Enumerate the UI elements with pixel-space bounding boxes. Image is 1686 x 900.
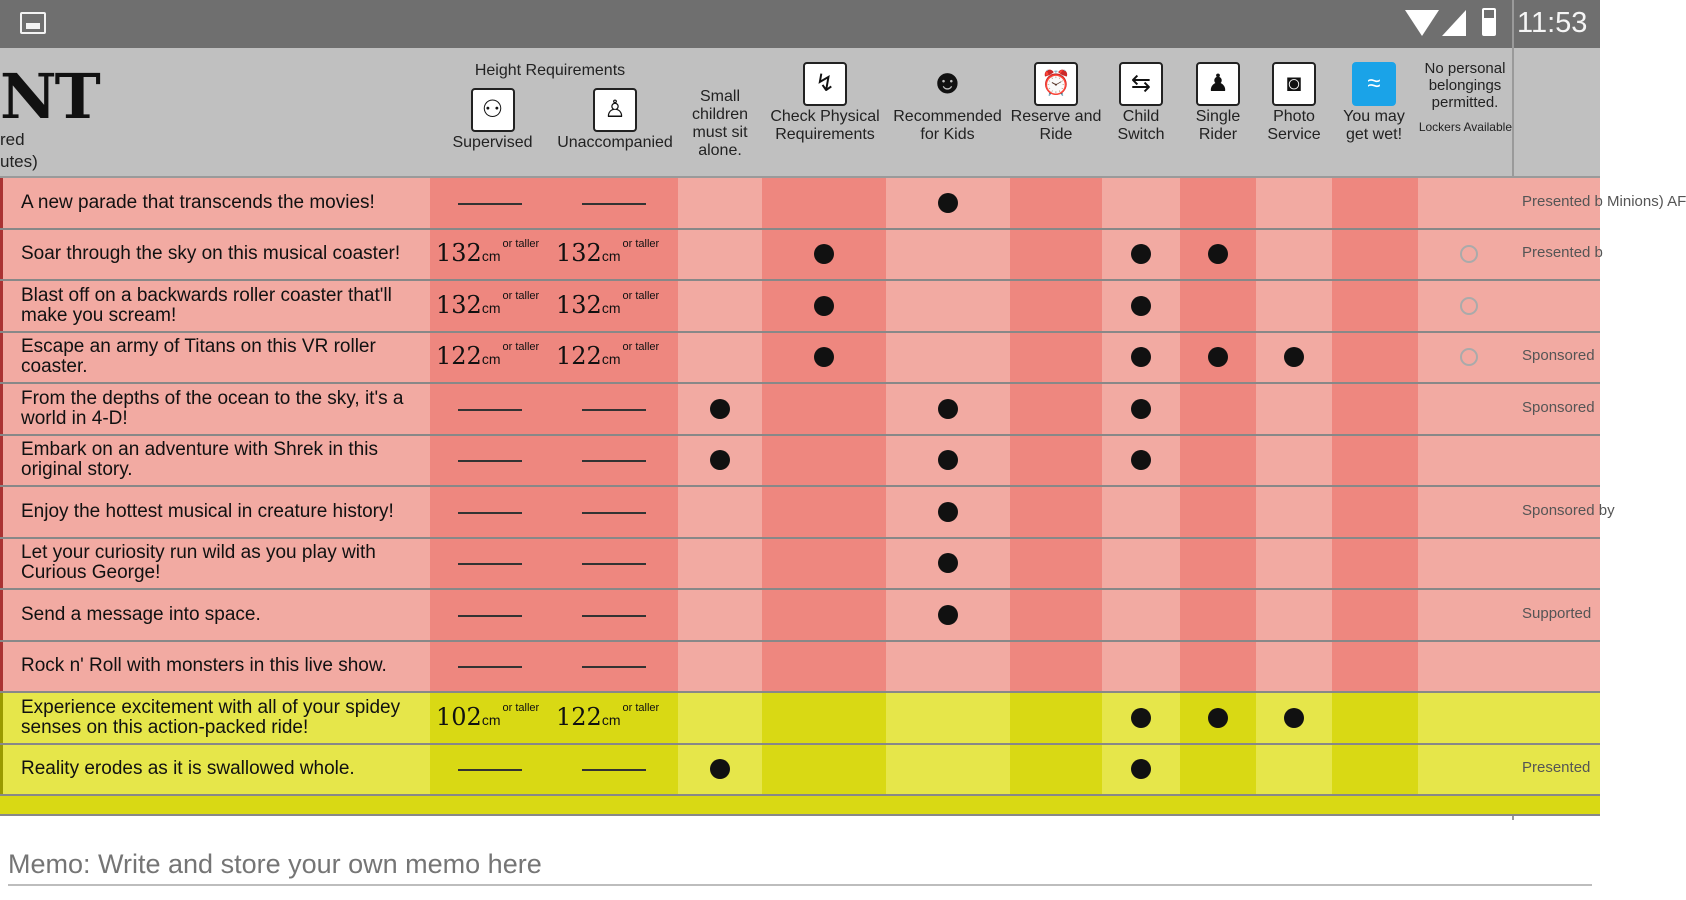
cell-sup <box>430 539 550 589</box>
feature-dot <box>1131 759 1151 779</box>
no-requirement-dash <box>458 512 522 514</box>
camera-icon: ◙ <box>1272 62 1316 106</box>
cell-single <box>1180 745 1256 795</box>
col-small-children-label: Small children must sit alone. <box>691 88 749 159</box>
image-icon <box>20 12 46 34</box>
physical-requirements-icon: ↯ <box>803 62 847 106</box>
height-value <box>436 289 540 319</box>
cell-wet <box>1332 436 1418 486</box>
height-number: 102 <box>436 702 482 731</box>
cell-cswitch <box>1102 230 1180 280</box>
cell-check <box>762 745 886 795</box>
wifi-icon <box>1405 10 1439 36</box>
cell-photo <box>1256 590 1332 640</box>
cell-sup <box>430 281 550 331</box>
cell-check <box>762 642 886 692</box>
height-unit: cm <box>601 248 621 265</box>
feature-dot <box>1284 708 1304 728</box>
locker-ring-icon <box>1460 348 1478 366</box>
cell-kids <box>886 590 1010 640</box>
height-unit: cm <box>481 248 501 265</box>
supervised-icon: ⚇ <box>471 88 515 132</box>
table-row[interactable] <box>0 539 1600 591</box>
cell-sup <box>430 178 550 228</box>
cell-wet <box>1332 487 1418 537</box>
cell-wet <box>1332 642 1418 692</box>
table-header <box>0 48 1600 178</box>
cell-single <box>1180 539 1256 589</box>
cell-unacc <box>550 745 678 795</box>
or-taller-label: or taller <box>502 341 540 354</box>
cell-reserve <box>1010 178 1102 228</box>
feature-dot <box>938 399 958 419</box>
cell-kids <box>886 539 1010 589</box>
no-requirement-dash <box>582 512 646 514</box>
cell-single <box>1180 693 1256 743</box>
cell-kids <box>886 745 1010 795</box>
table-row-partial <box>0 796 1600 816</box>
feature-dot <box>938 553 958 573</box>
page-title: NT <box>0 60 99 133</box>
no-requirement-dash <box>582 769 646 771</box>
sponsor-note: Presented <box>1522 759 1591 777</box>
cell-kids <box>886 436 1010 486</box>
col-recommended-kids <box>885 62 1010 144</box>
cell-unacc <box>550 590 678 640</box>
cell-note <box>1512 642 1600 692</box>
table-row[interactable] <box>0 333 1600 385</box>
memo-bar <box>0 820 1600 900</box>
cell-cswitch <box>1102 384 1180 434</box>
cell-cswitch <box>1102 590 1180 640</box>
col-child-switch <box>1102 62 1180 144</box>
cell-unacc <box>550 178 678 228</box>
locker-ring-icon <box>1460 245 1478 263</box>
cell-single <box>1180 384 1256 434</box>
col-supervised <box>430 88 555 152</box>
cell-photo <box>1256 178 1332 228</box>
or-taller-label: or taller <box>622 289 660 302</box>
feature-dot <box>814 296 834 316</box>
height-unit: cm <box>601 351 621 368</box>
sponsor-note: Presented b <box>1522 244 1603 262</box>
cell-reserve <box>1010 384 1102 434</box>
feature-dot <box>1208 244 1228 264</box>
table-row[interactable] <box>0 281 1600 333</box>
cell-locker <box>1418 539 1512 589</box>
cell-small <box>678 178 762 228</box>
feature-dot <box>710 450 730 470</box>
table-row[interactable] <box>0 487 1615 539</box>
cell-reserve <box>1010 333 1102 383</box>
cell-unacc <box>550 693 678 743</box>
height-number: 132 <box>436 290 482 319</box>
col-recommended-kids-label: Recommended for Kids <box>893 108 1002 143</box>
cell-single <box>1180 333 1256 383</box>
feature-dot <box>1208 708 1228 728</box>
height-number: 122 <box>556 702 602 731</box>
height-value <box>436 341 540 371</box>
cell-cswitch <box>1102 693 1180 743</box>
cell-check <box>762 281 886 331</box>
no-requirement-dash <box>582 409 646 411</box>
cell-small <box>678 333 762 383</box>
cell-photo <box>1256 333 1332 383</box>
height-unit: cm <box>601 299 621 316</box>
col-single-rider <box>1180 62 1256 144</box>
cell-small <box>678 230 762 280</box>
table-row[interactable] <box>0 230 1603 282</box>
cell-reserve <box>1010 230 1102 280</box>
cell-unacc <box>550 230 678 280</box>
cell-single <box>1180 642 1256 692</box>
clock-time: 11:53 <box>1517 7 1588 39</box>
col-reserve-ride <box>1010 62 1102 144</box>
or-taller-label: or taller <box>622 701 660 714</box>
cell-reserve <box>1010 693 1102 743</box>
col-no-belongings-label: No personal belongings permitted. <box>1424 60 1506 111</box>
battery-icon <box>1482 8 1496 36</box>
col-check-physical-label: Check Physical Requirements <box>770 108 880 143</box>
cell-wet <box>1332 745 1418 795</box>
cell-reserve <box>1010 745 1102 795</box>
cell-small <box>678 642 762 692</box>
cell-single <box>1180 178 1256 228</box>
cell-wet <box>1332 333 1418 383</box>
cell-locker <box>1418 281 1512 331</box>
or-taller-label: or taller <box>502 701 540 714</box>
cell-sup <box>430 333 550 383</box>
no-requirement-dash <box>582 615 646 617</box>
cell-check <box>762 539 886 589</box>
cell-small <box>678 745 762 795</box>
cell-unacc <box>550 281 678 331</box>
cell-photo <box>1256 539 1332 589</box>
cell-sup <box>430 590 550 640</box>
no-requirement-dash <box>458 769 522 771</box>
cell-small <box>678 693 762 743</box>
feature-dot <box>1131 399 1151 419</box>
or-taller-label: or taller <box>622 238 660 251</box>
cell-cswitch <box>1102 745 1180 795</box>
cell-unacc <box>550 539 678 589</box>
no-requirement-dash <box>458 666 522 668</box>
cell-wet <box>1332 281 1418 331</box>
cell-small <box>678 281 762 331</box>
height-requirements-title: Height Requirements <box>474 62 626 79</box>
table-row[interactable] <box>0 642 1600 694</box>
row-description: Enjoy the hottest musical in creature history! <box>0 487 430 537</box>
col-get-wet-label: You may get wet! <box>1343 108 1405 143</box>
cell-kids <box>886 487 1010 537</box>
cell-sup <box>430 487 550 537</box>
row-description: Soar through the sky on this musical coaster! <box>0 230 430 280</box>
cell-unacc <box>550 642 678 692</box>
table-row[interactable] <box>0 384 1600 436</box>
locker-ring-icon <box>1460 297 1478 315</box>
cell-note <box>1512 539 1600 589</box>
col-reserve-ride-label: Reserve and Ride <box>1010 108 1102 143</box>
cell-kids <box>886 178 1010 228</box>
cell-wet <box>1332 590 1418 640</box>
height-unit: cm <box>601 711 621 728</box>
height-value <box>436 701 540 731</box>
no-requirement-dash <box>582 460 646 462</box>
row-description: Experience excitement with all of your spidey senses on this action-packed ride! <box>0 693 430 743</box>
feature-dot <box>1208 347 1228 367</box>
cell-locker <box>1418 745 1512 795</box>
or-taller-label: or taller <box>502 238 540 251</box>
cell-cswitch <box>1102 333 1180 383</box>
height-number: 122 <box>556 342 602 371</box>
sponsor-note: Supported <box>1522 604 1592 622</box>
height-unit: cm <box>481 351 501 368</box>
row-description: A new parade that transcends the movies! <box>0 178 430 228</box>
cell-cswitch <box>1102 281 1180 331</box>
alarm-clock-icon: ⏰ <box>1034 62 1078 106</box>
cell-locker <box>1418 230 1512 280</box>
cell-small <box>678 590 762 640</box>
cell-photo <box>1256 642 1332 692</box>
no-requirement-dash <box>458 563 522 565</box>
height-value <box>556 238 660 268</box>
cell-cswitch <box>1102 539 1180 589</box>
cell-sup <box>430 436 550 486</box>
cell-reserve <box>1010 487 1102 537</box>
cell-check <box>762 384 886 434</box>
no-requirement-dash <box>458 203 522 205</box>
cell-cswitch <box>1102 436 1180 486</box>
feature-dot <box>814 347 834 367</box>
feature-dot <box>1131 708 1151 728</box>
cell-kids <box>886 384 1010 434</box>
no-requirement-dash <box>582 203 646 205</box>
sponsor-note: Presented b Minions) AF <box>1522 192 1686 210</box>
cell-sup <box>430 384 550 434</box>
cell-single <box>1180 487 1256 537</box>
cell-photo <box>1256 745 1332 795</box>
cell-photo <box>1256 487 1332 537</box>
cell-small <box>678 436 762 486</box>
cell-small <box>678 487 762 537</box>
cell-cswitch <box>1102 642 1180 692</box>
cell-check <box>762 487 886 537</box>
cell-note <box>1512 281 1600 331</box>
feature-dot <box>814 244 834 264</box>
cell-cswitch <box>1102 178 1180 228</box>
cell-locker <box>1418 590 1512 640</box>
height-value <box>556 341 660 371</box>
feature-dot <box>1284 347 1304 367</box>
cell-note <box>1512 436 1600 486</box>
height-unit: cm <box>481 711 501 728</box>
height-value <box>556 289 660 319</box>
cell-small <box>678 539 762 589</box>
lockers-available-label: Lockers Available <box>1418 120 1512 134</box>
feature-dot <box>938 605 958 625</box>
row-description: Escape an army of Titans on this VR roller coaster. <box>0 333 430 383</box>
cell-check <box>762 230 886 280</box>
col-no-belongings <box>1418 60 1512 134</box>
sponsor-note: Sponsored by <box>1522 501 1615 519</box>
table-row[interactable] <box>0 436 1600 488</box>
cell-wet <box>1332 230 1418 280</box>
table-row[interactable] <box>0 590 1600 642</box>
height-number: 132 <box>436 239 482 268</box>
single-rider-icon: ♟ <box>1196 62 1240 106</box>
cell-check <box>762 693 886 743</box>
cell-kids <box>886 281 1010 331</box>
splash-icon: ≈ <box>1352 62 1396 106</box>
row-description: Embark on an adventure with Shrek in this original story. <box>0 436 430 486</box>
row-description: Reality erodes as it is swallowed whole. <box>0 745 430 795</box>
cell-check <box>762 436 886 486</box>
unaccompanied-icon: ♙ <box>593 88 637 132</box>
col-unaccompanied <box>550 88 680 152</box>
status-bar <box>0 0 1600 48</box>
feature-dot <box>938 193 958 213</box>
height-value <box>556 701 660 731</box>
cell-check <box>762 333 886 383</box>
cell-sup <box>430 642 550 692</box>
cell-reserve <box>1010 539 1102 589</box>
cell-photo <box>1256 693 1332 743</box>
feature-dot <box>1131 244 1151 264</box>
table-row[interactable] <box>0 178 1686 230</box>
cell-single <box>1180 230 1256 280</box>
cell-single <box>1180 436 1256 486</box>
cell-sup <box>430 693 550 743</box>
cell-locker <box>1418 487 1512 537</box>
cell-kids <box>886 642 1010 692</box>
cell-photo <box>1256 436 1332 486</box>
cell-single <box>1180 281 1256 331</box>
row-description: Rock n' Roll with monsters in this live show. <box>0 642 430 692</box>
col-child-switch-label: Child Switch <box>1117 108 1165 143</box>
child-switch-icon: ⇆ <box>1119 62 1163 106</box>
feature-dot <box>1131 450 1151 470</box>
cell-wet <box>1332 693 1418 743</box>
subtitle-line2: utes) <box>0 152 38 171</box>
height-number: 132 <box>556 239 602 268</box>
feature-dot <box>710 399 730 419</box>
feature-dot <box>710 759 730 779</box>
cell-unacc <box>550 487 678 537</box>
cell-wet <box>1332 384 1418 434</box>
no-requirement-dash <box>458 460 522 462</box>
sponsor-note: Sponsored <box>1522 347 1595 365</box>
cell-unacc <box>550 333 678 383</box>
col-check-physical <box>765 62 885 144</box>
cell-reserve <box>1010 281 1102 331</box>
col-supervised-label: Supervised <box>452 134 533 151</box>
cell-photo <box>1256 230 1332 280</box>
height-number: 132 <box>556 290 602 319</box>
col-get-wet <box>1332 62 1416 144</box>
height-unit: cm <box>481 299 501 316</box>
row-description: Blast off on a backwards roller coaster that'll make you scream! <box>0 281 430 331</box>
no-requirement-dash <box>458 409 522 411</box>
cell-reserve <box>1010 436 1102 486</box>
height-number: 122 <box>436 342 482 371</box>
row-description: Let your curiosity run wild as you play with Curious George! <box>0 539 430 589</box>
cell-sup <box>430 745 550 795</box>
sponsor-note: Sponsored <box>1522 398 1595 416</box>
cell-reserve <box>1010 642 1102 692</box>
row-description: From the depths of the ocean to the sky, it's a world in 4-D! <box>0 384 430 434</box>
cell-locker <box>1418 642 1512 692</box>
cell-locker <box>1418 384 1512 434</box>
no-requirement-dash <box>458 615 522 617</box>
col-small-children <box>678 88 762 160</box>
col-unaccompanied-label: Unaccompanied <box>557 134 673 151</box>
cell-check <box>762 590 886 640</box>
cell-locker <box>1418 693 1512 743</box>
cell-note <box>1512 693 1600 743</box>
cell-photo <box>1256 384 1332 434</box>
cell-wet <box>1332 178 1418 228</box>
subtitle-line1: red <box>0 130 25 149</box>
feature-dot <box>938 502 958 522</box>
cell-locker <box>1418 178 1512 228</box>
cell-kids <box>886 230 1010 280</box>
col-single-rider-label: Single Rider <box>1195 108 1241 143</box>
cell-cswitch <box>1102 487 1180 537</box>
cell-sup <box>430 230 550 280</box>
cell-kids <box>886 693 1010 743</box>
no-requirement-dash <box>582 666 646 668</box>
col-photo-service <box>1256 62 1332 144</box>
table-row[interactable] <box>0 693 1600 745</box>
cell-single <box>1180 590 1256 640</box>
cell-locker <box>1418 436 1512 486</box>
feature-dot <box>938 450 958 470</box>
table-row[interactable] <box>0 745 1600 797</box>
height-value <box>436 238 540 268</box>
cell-photo <box>1256 281 1332 331</box>
cell-small <box>678 384 762 434</box>
signal-icon <box>1442 10 1466 36</box>
cell-reserve <box>1010 590 1102 640</box>
kids-face-icon: ☻ <box>929 63 966 101</box>
or-taller-label: or taller <box>622 341 660 354</box>
cell-unacc <box>550 384 678 434</box>
cell-locker <box>1418 333 1512 383</box>
memo-input[interactable] <box>8 844 1592 886</box>
no-requirement-dash <box>582 563 646 565</box>
feature-dot <box>1131 347 1151 367</box>
feature-dot <box>1131 296 1151 316</box>
cell-check <box>762 178 886 228</box>
or-taller-label: or taller <box>502 289 540 302</box>
col-photo-service-label: Photo Service <box>1267 108 1321 143</box>
cell-kids <box>886 333 1010 383</box>
cell-unacc <box>550 436 678 486</box>
cell-wet <box>1332 539 1418 589</box>
row-description: Send a message into space. <box>0 590 430 640</box>
